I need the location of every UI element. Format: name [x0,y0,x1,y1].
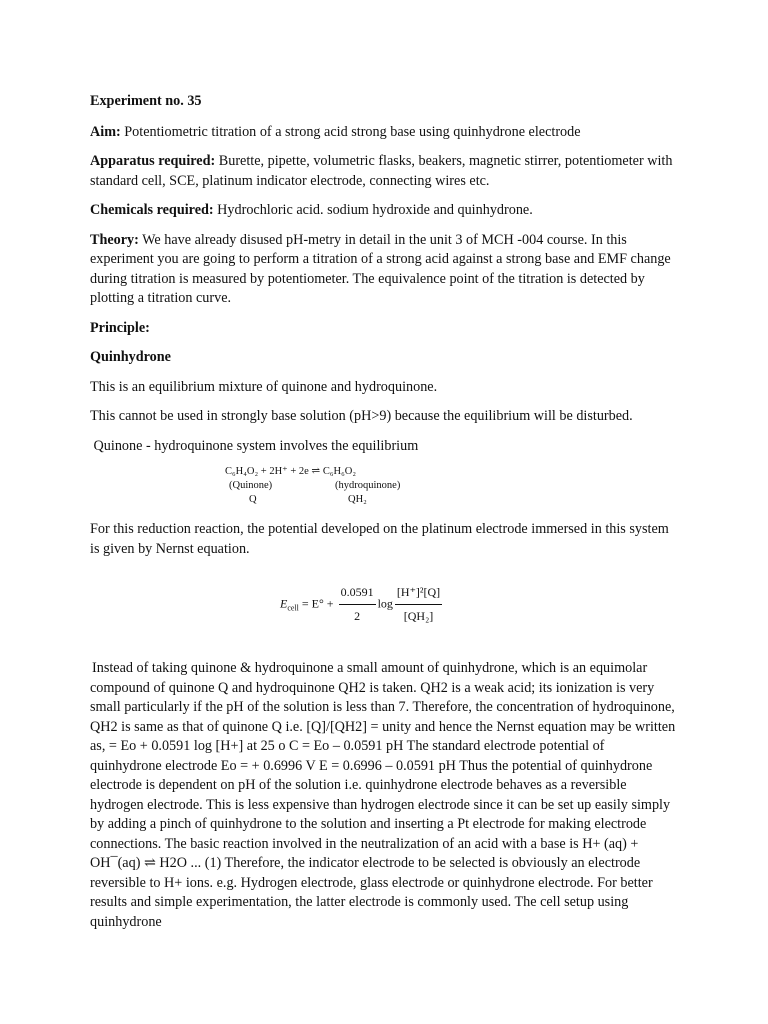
reaction-formula: C₆H₄O₂ + 2H⁺ + 2e ⇌ C₆H₆O₂ [225,466,356,477]
aim-label: Aim: [90,123,121,140]
aim-text: Potentiometric titration of a strong acid strong base using quinhydrone electrode [120,123,581,140]
nernst-lhs-sub: cell [287,603,299,613]
reaction-right-name: (hydroquinone) [335,480,401,491]
quinone-reaction-equation [225,466,485,510]
aim-paragraph [90,123,676,143]
nernst-ratio-fraction [395,583,442,626]
reaction-right-symbol: QH₂ [348,494,367,505]
theory-label: Theory: [90,231,139,248]
nernst-lhs: E [280,596,288,611]
theory-text: We have already disused pH-metry in detail in the unit 3 of MCH -004 course. In this experiment you are going to perform a titration of a strong acid against a strong base and EMF change during titration is measured by potentiometer. The equivalence point of the titration is detected by plotting a titration curve. [90,231,671,306]
apparatus-label: Apparatus required: [90,153,216,169]
principle-line-1: This is an equilibrium mixture of quinone and hydroquinone. [90,378,438,395]
principle-heading: Principle: [90,319,150,336]
body-paragraph: Instead of taking quinone & hydroquinone a small amount of quinhydrone, which is an equimolar compound of quinone Q and hydroquinone QH2 is taken. QH2 is a weak acid; its ionization is very small particularly if the pH of the solution is less than 7. Therefore, the concentration of hydroquinone, QH2 is same as that of quinone Q i.e. [Q]/[QH2] = unity and hence the Nernst equation may be written as, = Eo + 0.0591 log [H+] at 25 o C = Eo – 0.0591 pH The standard electrode potential of quinhydrone electrode Eo = + 0.6996 V E = 0.6996 – 0.0591 pH Thus the potential of quinhydrone electrode is dependent on pH of the solution i.e. quinhydrone electrode behaves as a reversible hydrogen electrode. This is less expensive than hydrogen electrode since it can be set up easily simply by adding a pinch of quinhydrone to the solution and inserting a Pt electrode for making electrode connections. The basic reaction involved in the neutralization of an acid with a base is H+ (aq) + OH¯(aq) ⇌ H2O ... (1) Therefore, the indicator electrode to be selected is obviously an electrode reversible to H+ ions. e.g. Hydrogen electrode, glass electrode or quinhydrone electrode. For better results and simple experimentation, the latter electrode is commonly used. The cell setup using quinhydrone [90,660,676,930]
nernst-equation [90,575,676,653]
nernst-rhs-start: = E° + [298,596,337,611]
nernst-coef-numerator: 0.0591 [339,583,376,605]
apparatus-text: Burette, pipette, volumetric flasks, beakers, magnetic stirrer, potentiometer with standard cell, SCE, platinum indicator electrode, connecting wires etc. [90,153,673,189]
principle-line-2: This cannot be used in strongly base solution (pH>9) because the equilibrium will be disturbed. [90,408,633,424]
nernst-ratio-numerator: [H⁺]²[Q] [395,583,442,605]
chemicals-text: Hydrochloric acid. sodium hydroxide and quinhydrone. [213,202,533,218]
chemicals-paragraph [90,201,676,221]
chemicals-label: Chemicals required: [90,202,214,218]
nernst-coefficient-fraction [339,583,376,626]
nernst-ratio-denominator: [QH₂] [403,608,434,623]
reaction-left-symbol: Q [249,494,257,505]
nernst-coef-denominator: 2 [354,608,361,623]
nernst-intro: For this reduction reaction, the potential developed on the platinum electrode immersed in this system is given by Nernst equation. [90,521,669,557]
principle-line-3: Quinone - hydroquinone system involves the equilibrium [90,437,419,454]
experiment-title: Experiment no. 35 [90,93,202,109]
quinhydrone-heading: Quinhydrone [90,349,171,365]
theory-paragraph [90,231,676,309]
nernst-log: log [377,596,393,611]
apparatus-paragraph [90,152,676,191]
nernst-formula [280,583,444,626]
reaction-left-name: (Quinone) [229,480,273,491]
document-page [90,92,676,942]
